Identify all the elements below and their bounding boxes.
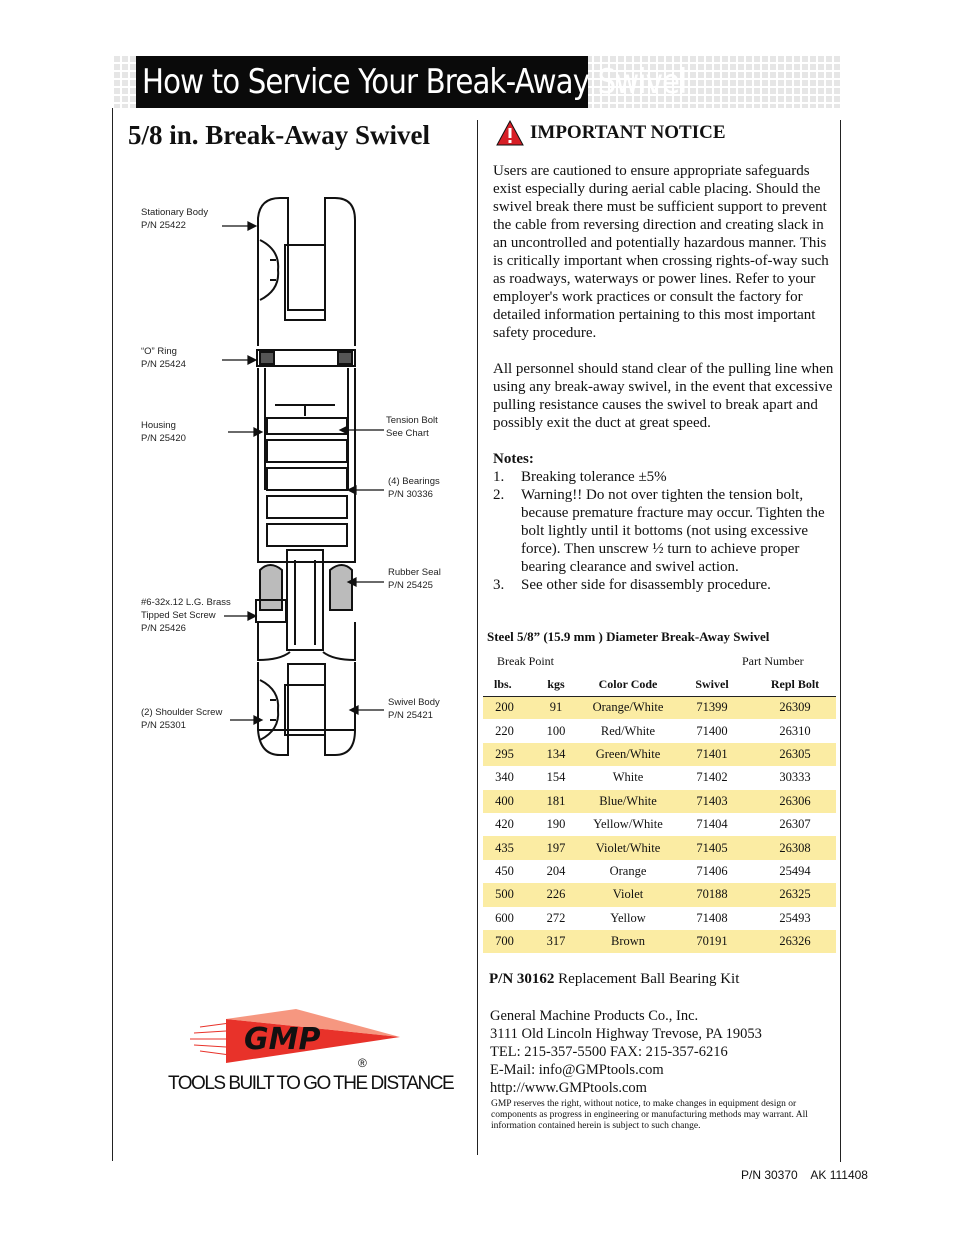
group-part-number: Part Number (742, 654, 804, 668)
group-break-point: Break Point (497, 654, 554, 668)
cell-repl-bolt: 26310 (779, 723, 811, 738)
notice-paragraph-1: Users are cautioned to ensure appropriate safeguards exist especially during aerial cable placing. Should the swivel break there must be sufficient support to prevent the cable from reversing direction and creating slack in an uncontrolled and potentially hazardous manner. This is critically important when crossing rights-of-way such as roadways, waterways or power lines. Refer to your employer's work practices or consult the factory for detailed information pertaining to this most important safety procedure. (493, 163, 829, 341)
notes-list (493, 468, 838, 594)
cell-swivel: 71401 (670, 743, 754, 766)
cell-color-code: Yellow/White (593, 817, 663, 832)
notice-title: IMPORTANT NOTICE (530, 122, 726, 143)
housing-outline (258, 368, 355, 562)
cell-repl-bolt: 26325 (754, 883, 836, 906)
table-row (483, 883, 836, 906)
warning-triangle-icon (496, 120, 524, 146)
table-title: Steel 5/8” (15.9 mm ) Diameter Break-Away Swivel (487, 629, 770, 644)
label-o-ring: “O” Ring P/N 25424 (141, 346, 186, 370)
table-row (483, 930, 836, 953)
label-housing: Housing P/N 25420 (141, 420, 186, 444)
cell-lbs: 420 (495, 817, 514, 832)
cell-lbs: 450 (495, 863, 514, 878)
cell-color-code: Brown (586, 930, 670, 953)
cell-color-code: Blue/White (586, 790, 670, 813)
header-repl-bolt: Repl Bolt (754, 674, 836, 696)
cell-kgs: 317 (526, 930, 586, 953)
cell-lbs: 500 (483, 883, 526, 906)
phone-fax: TEL: 215-357-5500 FAX: 215-357-6216 (490, 1044, 728, 1060)
notice-body (493, 162, 838, 594)
svg-text:GMP: GMP (244, 1022, 321, 1057)
gmp-logo-svg (186, 1005, 416, 1075)
cell-swivel: 71406 (696, 863, 728, 878)
cell-kgs: 100 (546, 723, 566, 738)
cell-swivel: 70191 (670, 930, 754, 953)
cell-kgs: 154 (546, 770, 566, 785)
cell-lbs: 435 (483, 836, 526, 859)
table-row (483, 696, 836, 719)
left-frame-line (112, 108, 113, 1161)
cell-color-code: Violet (586, 883, 670, 906)
note-item: 2. Warning!! Do not over tighten the tension bolt, because premature fracture may occur. Tighten the bolt lightly until it bottoms (not using excessive force). Then unscrew ½ turn to achieve proper bearing clearance and swivel action. (493, 487, 825, 575)
gmp-logo (186, 1005, 416, 1075)
cell-swivel: 71399 (670, 696, 754, 719)
notes-heading: Notes: (493, 451, 534, 467)
cell-lbs: 220 (495, 723, 514, 738)
table-header-row (483, 674, 836, 696)
cell-repl-bolt: 26309 (754, 696, 836, 719)
table-row (483, 836, 836, 859)
page-title: 5/8 in. Break-Away Swivel (128, 120, 431, 150)
notice-paragraph-2: All personnel should stand clear of the pulling line when using any break-away swivel, in the event that excessive pulling resistance causes the swivel to break apart and possibly exit the duct at great speed. (493, 361, 834, 431)
banner-title: How to Service Your Break-Away Swivel (136, 56, 588, 108)
cell-color-code: Yellow (610, 910, 646, 925)
header-color-code: Color Code (586, 674, 670, 696)
note-item: 1. Breaking tolerance ±5% (493, 469, 667, 485)
cell-swivel: 71403 (670, 790, 754, 813)
cell-swivel: 71405 (670, 836, 754, 859)
cell-kgs: 272 (546, 910, 566, 925)
cell-color-code: Orange (609, 863, 647, 878)
cell-color-code: Orange/White (586, 696, 670, 719)
cell-swivel: 71404 (696, 817, 728, 832)
cell-lbs: 200 (483, 696, 526, 719)
table-row (483, 813, 836, 836)
notice-header (496, 120, 726, 146)
cell-kgs: 91 (526, 696, 586, 719)
note-item: 3. See other side for disassembly procedure. (493, 577, 771, 593)
cell-lbs: 400 (483, 790, 526, 813)
email: E-Mail: info@GMPtools.com (490, 1062, 664, 1078)
cell-repl-bolt: 26305 (754, 743, 836, 766)
swivel-body-outline (258, 662, 355, 755)
table-row (483, 860, 836, 883)
footer-part-number: P/N 30370 AK 111408 (741, 1168, 868, 1182)
cell-kgs: 134 (526, 743, 586, 766)
break-point-table (483, 674, 836, 953)
stationary-body-outline (258, 198, 355, 346)
cell-repl-bolt: 26306 (754, 790, 836, 813)
label-bearings: (4) Bearings P/N 30336 (388, 476, 440, 500)
website: http://www.GMPtools.com (490, 1080, 647, 1096)
label-tension-bolt: Tension Bolt See Chart (386, 415, 438, 439)
table-row (483, 907, 836, 930)
cell-color-code: White (612, 770, 644, 785)
swivel-cross-section-drawing (130, 190, 470, 770)
header-lbs: lbs. (483, 674, 526, 696)
cell-lbs: 700 (483, 930, 526, 953)
cell-kgs: 226 (526, 883, 586, 906)
cell-repl-bolt: 26307 (779, 817, 811, 832)
label-set-screw: #6-32x.12 L.G. Brass Tipped Set Screw P/N 25426 (141, 597, 231, 634)
cell-color-code: Green/White (586, 743, 670, 766)
cell-repl-bolt: 26308 (754, 836, 836, 859)
cell-kgs: 181 (526, 790, 586, 813)
cell-color-code: Violet/White (586, 836, 670, 859)
cell-swivel: 71408 (696, 910, 728, 925)
cell-repl-bolt: 26326 (754, 930, 836, 953)
label-stationary-body: Stationary Body P/N 25422 (141, 207, 209, 231)
center-divider-line (477, 120, 478, 1155)
table-row (483, 719, 836, 742)
header-kgs: kgs (526, 674, 586, 696)
cell-repl-bolt: 25494 (779, 863, 811, 878)
street-address: 3111 Old Lincoln Highway Trevose, PA 19053 (490, 1026, 762, 1042)
cell-repl-bolt: 30333 (779, 770, 811, 785)
cell-lbs: 295 (483, 743, 526, 766)
cell-kgs: 197 (526, 836, 586, 859)
label-shoulder-screw: (2) Shoulder Screw P/N 25301 (141, 707, 223, 731)
header-swivel: Swivel (670, 674, 754, 696)
company-address (490, 1007, 762, 1097)
table-row (483, 766, 836, 789)
right-frame-line (840, 120, 841, 1162)
label-swivel-body: Swivel Body P/N 25421 (388, 697, 440, 721)
cell-swivel: 71402 (696, 770, 728, 785)
company-name: General Machine Products Co., Inc. (490, 1008, 699, 1024)
cell-kgs: 190 (546, 817, 566, 832)
logo-tagline: TOOLS BUILT TO GO THE DISTANCE (168, 1073, 454, 1094)
bearing-kit-line: P/N 30162 Replacement Ball Bearing Kit (489, 971, 740, 987)
svg-text:®: ® (358, 1056, 367, 1070)
cell-repl-bolt: 25493 (779, 910, 811, 925)
cell-color-code: Red/White (600, 723, 656, 738)
disclaimer: GMP reserves the right, without notice, to make changes in equipment design or components as progress in engineering or manufacturing methods may warrant. All information contained herein is subject to such change. (491, 1099, 808, 1131)
cell-swivel: 70188 (670, 883, 754, 906)
table-row (483, 743, 836, 766)
table-row (483, 790, 836, 813)
label-rubber-seal: Rubber Seal P/N 25425 (388, 567, 441, 591)
cell-kgs: 204 (546, 863, 566, 878)
cell-lbs: 340 (495, 770, 514, 785)
cell-lbs: 600 (495, 910, 514, 925)
cell-swivel: 71400 (696, 723, 728, 738)
